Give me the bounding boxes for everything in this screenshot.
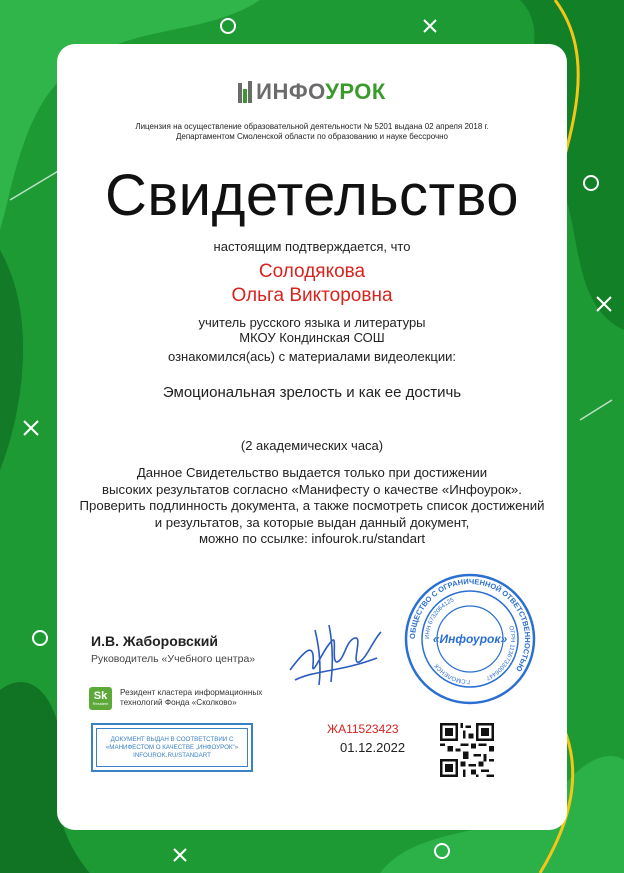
signer-role: Руководитель «Учебного центра» [91,653,256,665]
recipient-given-name: Ольга Викторовна [231,285,393,306]
recipient-surname: Солодякова [258,261,366,282]
stamp-line: «МАНИФЕСТОМ О КАЧЕСТВЕ „ИНФОУРОК"» [105,744,239,751]
skolkovo-line: Резидент кластера информационных [120,688,263,697]
issue-date: 01.12.2022 [340,740,406,755]
signature-icon [285,610,385,690]
seal-center-text: «Инфоурок» [432,632,508,646]
seal-city-text: Г.СМОЛЕНСК [433,662,471,685]
skolkovo-logo-text: Sk [93,690,108,702]
skolkovo-resident-text [120,688,290,708]
stamp-line: INFOUROK.RU/STANDART [133,752,211,759]
infourok-mark-icon [238,81,252,103]
description-line: Проверить подлинность документа, а также посмотреть список достижений [79,498,545,514]
description-line: и результатов, за которые выдан данный документ, [154,514,470,530]
position-line: учитель русского языка и литературы [198,315,426,330]
skolkovo-line: технологий Фонда «Сколково» [120,698,237,707]
hours-text: (2 академических часа) [240,438,384,453]
stamp-line: ДОКУМЕНТ ВЫДАН В СООТВЕТСТВИИ С [110,736,234,743]
school-line: МКОУ Кондинская СОШ [239,330,385,345]
signer-name: И.В. Жаборовский [91,633,219,649]
official-seal-icon [403,572,537,706]
verification-link[interactable]: можно по ссылке: infourok.ru/standart [198,531,426,547]
svg-text:Г.СМОЛЕНСК [434,662,471,684]
manifesto-stamp [91,723,253,772]
certificate-title: Свидетельство [104,163,520,228]
seal-outer-text: ОБЩЕСТВО С ОГРАНИЧЕННОЙ ОТВЕТСТВЕННОСТЬЮ [407,576,533,674]
document-number: ЖА11523423 [327,722,399,736]
license-line: Лицензия на осуществление образовательной деятельности № 5201 выдана 02 апреля 2018 г. [135,122,489,131]
certificate-card [57,44,567,830]
description-line: высоких результатов согласно «Манифесту о качестве «Инфоурок». [102,481,522,497]
infourok-logo [57,79,567,105]
seal-ogrn-text: ОГРН 1136733006447 [484,625,516,681]
intro-text: ознакомился(ась) с материалами видеолекции: [167,349,456,364]
qr-code-icon[interactable] [440,723,494,777]
description-line: Данное Свидетельство выдается только при достижении [136,465,488,480]
skolkovo-logo [89,687,112,710]
license-line: Департаментом Смоленской области по образованию и науке бессрочно [175,132,449,141]
lecture-topic: Эмоциональная зрелость и как ее достичь [162,384,462,401]
skolkovo-logo-sub: Resident [92,701,109,706]
license-text [57,122,567,142]
confirm-text: настоящим подтверждается, что [213,239,411,254]
description-paragraph [57,465,567,548]
logo-text: ИНФОУРОК [256,79,386,104]
seal-inn-text: ИНН 6732064125 [424,597,456,640]
